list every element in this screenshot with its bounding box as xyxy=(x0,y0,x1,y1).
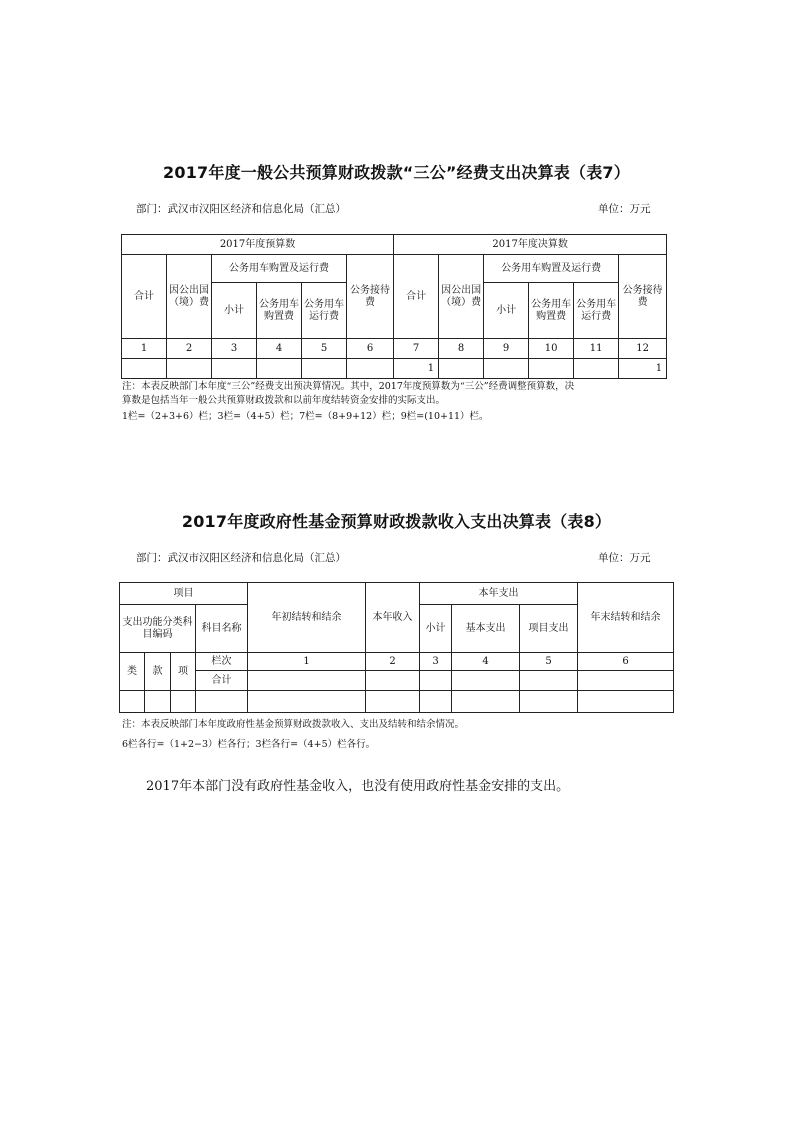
data-cell xyxy=(302,359,347,379)
header-item: 项目 xyxy=(120,583,248,605)
table-row xyxy=(122,359,667,379)
col-number: 2 xyxy=(167,339,212,359)
col-number: 3 xyxy=(420,653,452,671)
col-number: 4 xyxy=(257,339,302,359)
table8-department: 部门：武汉市汉阳区经济和信息化局（汇总） xyxy=(136,552,346,564)
data-cell xyxy=(578,691,674,713)
header-end-balance: 年末结转和结余 xyxy=(578,583,674,653)
header-lei: 类 xyxy=(120,653,145,691)
col-vehicle-operation: 公务用车运行费 xyxy=(302,283,347,339)
table-row xyxy=(120,671,674,691)
col-number: 7 xyxy=(394,339,439,359)
col-number: 1 xyxy=(248,653,366,671)
table7-note-2: 算数是包括当年一般公共预算财政拨款和以前年度结转资金安排的实际支出。 xyxy=(122,395,446,406)
col-number: 10 xyxy=(529,339,574,359)
data-cell xyxy=(366,671,420,691)
data-cell xyxy=(145,691,171,713)
data-cell xyxy=(452,691,520,713)
data-cell xyxy=(578,671,674,691)
col-abroad: 因公出国（境）费 xyxy=(167,255,212,339)
table7-department: 部门：武汉市汉阳区经济和信息化局（汇总） xyxy=(136,203,346,215)
data-cell: 1 xyxy=(619,359,667,379)
header-expenditure: 本年支出 xyxy=(420,583,578,605)
data-cell: 1 xyxy=(394,359,439,379)
col-vehicle-purchase: 公务用车购置费 xyxy=(529,283,574,339)
data-cell xyxy=(574,359,619,379)
row-label-total: 合计 xyxy=(196,671,248,691)
header-func-code: 支出功能分类科目编码 xyxy=(120,605,196,653)
col-number: 1 xyxy=(122,339,167,359)
col-abroad: 因公出国（境）费 xyxy=(439,255,484,339)
table8-unit: 单位：万元 xyxy=(598,552,651,564)
col-number: 4 xyxy=(452,653,520,671)
header-income: 本年收入 xyxy=(366,583,420,653)
header-basic: 基本支出 xyxy=(452,605,520,653)
data-cell xyxy=(196,691,248,713)
data-cell xyxy=(212,359,257,379)
col-subtotal: 小计 xyxy=(484,283,529,339)
row-label-col: 栏次 xyxy=(196,653,248,671)
col-reception: 公务接待费 xyxy=(619,255,667,339)
table8-statement: 2017年本部门没有政府性基金收入，也没有使用政府性基金安排的支出。 xyxy=(146,779,570,794)
table7-unit: 单位：万元 xyxy=(598,203,651,215)
data-cell xyxy=(120,691,145,713)
data-cell xyxy=(248,671,366,691)
table8-note-1: 注：本表反映部门本年度政府性基金预算财政拨款收入、支出及结转和结余情况。 xyxy=(122,719,465,730)
data-cell xyxy=(171,691,196,713)
data-cell xyxy=(520,671,578,691)
col-total: 合计 xyxy=(394,255,439,339)
data-cell xyxy=(520,691,578,713)
data-cell xyxy=(366,691,420,713)
col-number: 9 xyxy=(484,339,529,359)
data-cell xyxy=(452,671,520,691)
header-kuan: 款 xyxy=(145,653,171,691)
data-cell xyxy=(420,691,452,713)
data-cell xyxy=(167,359,212,379)
col-number: 11 xyxy=(574,339,619,359)
header-subtotal: 小计 xyxy=(420,605,452,653)
col-total: 合计 xyxy=(122,255,167,339)
header-begin-balance: 年初结转和结余 xyxy=(248,583,366,653)
col-number: 5 xyxy=(520,653,578,671)
table7-note-1: 注：本表反映部门本年度“三公”经费支出预决算情况。其中，2017年度预算数为“三公”经费调整预算数，决 xyxy=(122,381,575,392)
data-cell xyxy=(484,359,529,379)
col-vehicle-purchase: 公务用车购置费 xyxy=(257,283,302,339)
col-number: 6 xyxy=(578,653,674,671)
header-project: 项目支出 xyxy=(520,605,578,653)
table8-note-2: 6栏各行=（1+2−3）栏各行；3栏各行=（4+5）栏各行。 xyxy=(122,739,376,750)
header-xiang: 项 xyxy=(171,653,196,691)
table8 xyxy=(119,582,674,713)
table8-title: 2017年度政府性基金预算财政拨款收入支出决算表（表8） xyxy=(181,512,612,531)
col-number: 6 xyxy=(347,339,394,359)
col-vehicle-group: 公务用车购置及运行费 xyxy=(212,255,347,283)
budget-header: 2017年度预算数 xyxy=(122,235,394,255)
table7 xyxy=(121,234,667,379)
col-number: 2 xyxy=(366,653,420,671)
data-cell xyxy=(529,359,574,379)
table-row xyxy=(120,691,674,713)
data-cell xyxy=(257,359,302,379)
col-number: 3 xyxy=(212,339,257,359)
data-cell xyxy=(347,359,394,379)
header-subject-name: 科目名称 xyxy=(196,605,248,653)
data-cell xyxy=(420,671,452,691)
col-subtotal: 小计 xyxy=(212,283,257,339)
data-cell xyxy=(248,691,366,713)
data-cell xyxy=(439,359,484,379)
table7-note-3: 1栏=（2+3+6）栏；3栏=（4+5）栏；7栏=（8+9+12）栏；9栏=(10+11）栏。 xyxy=(122,411,489,422)
final-header: 2017年度决算数 xyxy=(394,235,667,255)
table7-title: 2017年度一般公共预算财政拨款“三公”经费支出决算表（表7） xyxy=(163,163,630,182)
col-number: 5 xyxy=(302,339,347,359)
data-cell xyxy=(122,359,167,379)
col-number: 8 xyxy=(439,339,484,359)
col-vehicle-operation: 公务用车运行费 xyxy=(574,283,619,339)
col-reception: 公务接待费 xyxy=(347,255,394,339)
col-vehicle-group: 公务用车购置及运行费 xyxy=(484,255,619,283)
col-number: 12 xyxy=(619,339,667,359)
